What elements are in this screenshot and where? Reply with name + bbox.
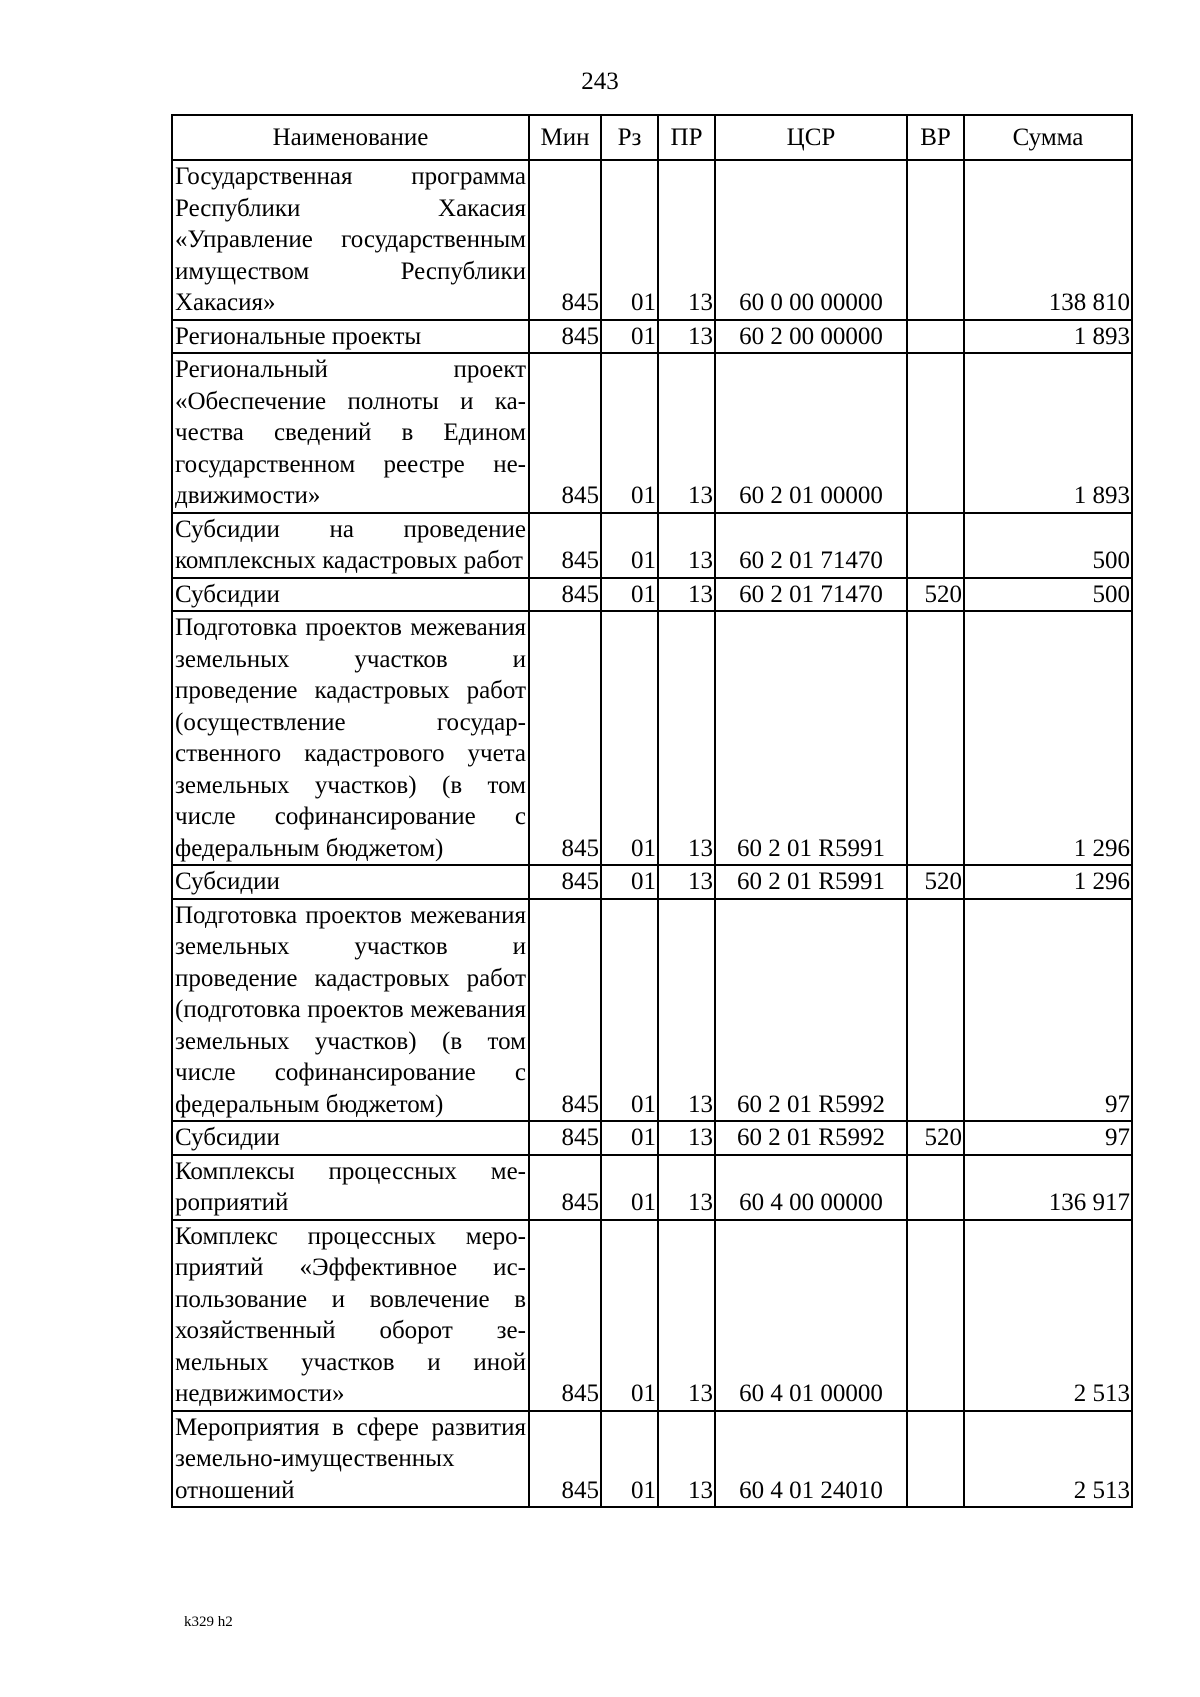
cell-min: 845 [529,513,601,578]
cell-sum: 97 [964,1121,1132,1155]
cell-sum: 500 [964,513,1132,578]
cell-min: 845 [529,353,601,513]
cell-rz: 01 [601,611,658,865]
cell-vr: 520 [907,578,964,612]
cell-vr: 520 [907,865,964,899]
table-row [172,1121,1132,1155]
cell-rz: 01 [601,578,658,612]
table-row [172,865,1132,899]
cell-rz: 01 [601,1220,658,1411]
cell-min: 845 [529,899,601,1122]
cell-name: Подготовка проектов межевания земельных участков и проведение кадастровых работ (осуществление государственного кадастрового учета земельных участков) (в том числе софинансирование с федеральным бюджетом) [172,611,529,865]
cell-csr: 60 4 01 00000 [715,1220,907,1411]
cell-csr: 60 2 01 00000 [715,353,907,513]
header-name: Наименование [172,115,529,160]
table-body [172,160,1132,1507]
table-row [172,1411,1132,1508]
cell-vr [907,320,964,354]
cell-vr [907,1155,964,1220]
cell-name: Субсидии на проведение комплексных кадастровых работ [172,513,529,578]
cell-name: Региональные проекты [172,320,529,354]
cell-csr: 60 4 00 00000 [715,1155,907,1220]
table-row [172,320,1132,354]
cell-vr [907,1220,964,1411]
cell-vr [907,353,964,513]
cell-csr: 60 2 00 00000 [715,320,907,354]
cell-name: Комплексы процессных мероприятий [172,1155,529,1220]
cell-sum: 138 810 [964,160,1132,320]
cell-csr: 60 0 00 00000 [715,160,907,320]
cell-sum: 97 [964,899,1132,1122]
cell-sum: 500 [964,578,1132,612]
cell-min: 845 [529,578,601,612]
cell-vr [907,1411,964,1508]
header-pr: ПР [658,115,715,160]
cell-sum: 1 893 [964,353,1132,513]
cell-name: Субсидии [172,1121,529,1155]
budget-table [171,114,1133,1508]
table-row [172,1220,1132,1411]
cell-rz: 01 [601,353,658,513]
cell-sum: 1 893 [964,320,1132,354]
cell-name: Государственная программа Республики Хакасия «Управление государственным имуществом Республики Хакасия» [172,160,529,320]
cell-min: 845 [529,611,601,865]
header-vr: ВР [907,115,964,160]
cell-csr: 60 2 01 71470 [715,578,907,612]
cell-name: Мероприятия в сфере развития земельно-имущественных отношений [172,1411,529,1508]
header-csr: ЦСР [715,115,907,160]
cell-rz: 01 [601,1411,658,1508]
cell-csr: 60 2 01 R5992 [715,899,907,1122]
cell-vr [907,513,964,578]
table-row [172,1155,1132,1220]
cell-rz: 01 [601,1121,658,1155]
cell-rz: 01 [601,899,658,1122]
cell-sum: 2 513 [964,1220,1132,1411]
cell-pr: 13 [658,160,715,320]
cell-pr: 13 [658,1121,715,1155]
cell-rz: 01 [601,1155,658,1220]
page-number: 243 [581,68,619,95]
cell-rz: 01 [601,320,658,354]
table-row [172,160,1132,320]
table-header-row [172,115,1132,160]
cell-name: Субсидии [172,578,529,612]
cell-csr: 60 2 01 R5991 [715,611,907,865]
cell-min: 845 [529,160,601,320]
cell-csr: 60 4 01 24010 [715,1411,907,1508]
header-sum: Сумма [964,115,1132,160]
cell-pr: 13 [658,1155,715,1220]
cell-name: Комплекс процессных мероприятий «Эффективное использование и вовлечение в хозяйственный оборот земельных участков и иной недвижимости» [172,1220,529,1411]
cell-csr: 60 2 01 R5992 [715,1121,907,1155]
cell-name: Подготовка проектов межевания земельных участков и проведение кадастровых работ (подготовка проектов межевания земельных участков) (в том числе софинансирование с федеральным бюджетом) [172,899,529,1122]
cell-pr: 13 [658,899,715,1122]
cell-rz: 01 [601,865,658,899]
cell-name: Субсидии [172,865,529,899]
header-min: Мин [529,115,601,160]
cell-name: Региональный проект «Обеспечение полноты и качества сведений в Едином государственном реестре недвижимости» [172,353,529,513]
cell-rz: 01 [601,160,658,320]
cell-pr: 13 [658,513,715,578]
cell-vr: 520 [907,1121,964,1155]
cell-rz: 01 [601,513,658,578]
cell-min: 845 [529,1220,601,1411]
cell-pr: 13 [658,1220,715,1411]
cell-sum: 1 296 [964,611,1132,865]
cell-vr [907,611,964,865]
cell-csr: 60 2 01 71470 [715,513,907,578]
cell-sum: 136 917 [964,1155,1132,1220]
table-row [172,899,1132,1122]
cell-pr: 13 [658,353,715,513]
cell-csr: 60 2 01 R5991 [715,865,907,899]
cell-sum: 2 513 [964,1411,1132,1508]
header-rz: Рз [601,115,658,160]
cell-vr [907,160,964,320]
cell-min: 845 [529,865,601,899]
footer-code: k329 h2 [184,1614,233,1630]
cell-vr [907,899,964,1122]
cell-min: 845 [529,320,601,354]
cell-min: 845 [529,1155,601,1220]
cell-sum: 1 296 [964,865,1132,899]
table-row [172,353,1132,513]
table-row [172,611,1132,865]
cell-pr: 13 [658,865,715,899]
table-row [172,578,1132,612]
table-row [172,513,1132,578]
cell-pr: 13 [658,320,715,354]
cell-pr: 13 [658,1411,715,1508]
cell-min: 845 [529,1121,601,1155]
cell-pr: 13 [658,611,715,865]
cell-pr: 13 [658,578,715,612]
cell-min: 845 [529,1411,601,1508]
